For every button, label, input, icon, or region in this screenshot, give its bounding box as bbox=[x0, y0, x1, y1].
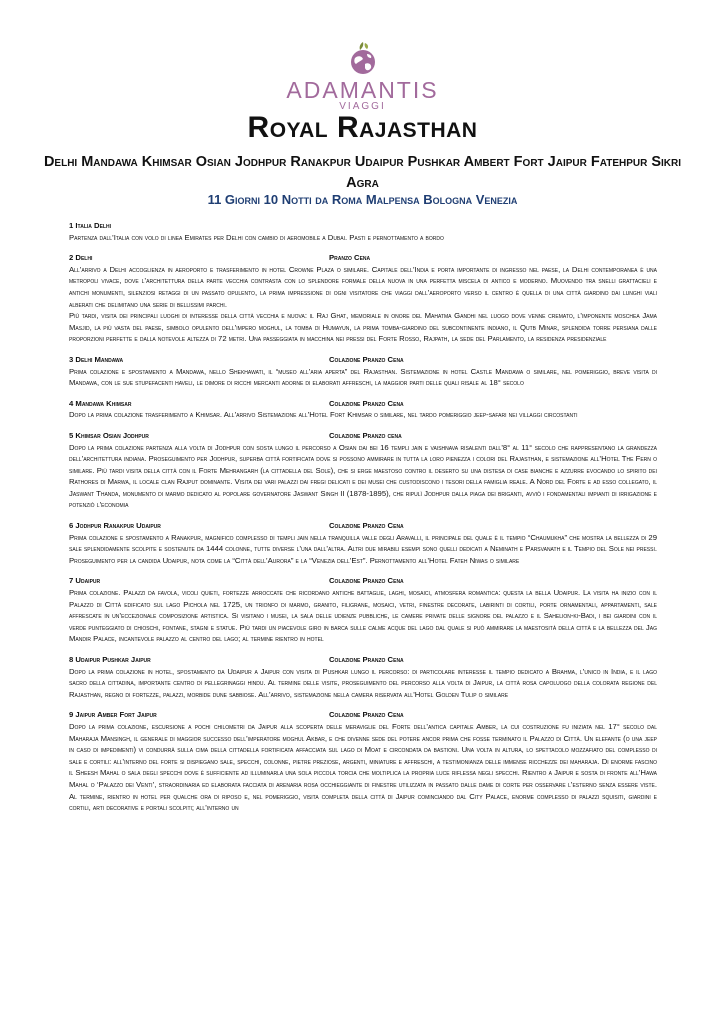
itinerary-day bbox=[69, 654, 657, 700]
day-paragraph: Dopo la prima colazione in hotel, spostamento da Udaipur a Jaipur con visita di Pushkar lungo il percorso: di particolare interesse il tempio dedicato a Brahma, l’unico in India, e il lago sacro della cittadina, importante centro di pellegrinaggi hindu. Al termine delle visite, proseguimento del percorso alla volta di Jaipur, la città rosa capoluogo della colorata regione del Rajasthan, regno di fortezze, palazzi, morbide dune sabbiose. All’arrivo, sistemazione nella camera riservata all’Hotel Golden Tulip o similare bbox=[69, 666, 657, 699]
tour-title: Royal Rajasthan bbox=[247, 111, 478, 144]
day-paragraph: All’arrivo a Delhi accoglienza in aeroporto e trasferimento in hotel Crowne Plaza o similare. Capitale dell’India e porta importante di ingresso nel paese, la Delhi contemporanea è una metropoli vivace, dove l’architettura della parte vecchia contrasta con lo splendore formale della nuova in una perfetta miscela di antico e moderno. Muovendo tra snelli grattacieli e antichi monumenti, silenziosi retaggi di un passato opulento, la prima impressione di ogni visitatore che viaggi dall’aeroporto verso il centro è quella di una città giardino dai lunghi viali alberati che delimitano una serie di bellissimi parchi. bbox=[69, 264, 657, 309]
day-description bbox=[69, 264, 657, 345]
day-paragraph: Dopo la prima colazione, escursione a pochi chilometri da Jaipur alla scoperta delle meraviglie del Forte dell’antica capitale Amber, la cui costruzione fu iniziata nel 17° secolo dal Maharaja Mansingh, il generale di maggior successo dell’imperatore moghul Akbar, e che divenne sede del potere ancor prima che fosse terminato il Palazzo di Città. Un elefante (o una jeep in caso di impedimenti) vi condurrà sulla cima della cittadella fortificata affacciata sul lago di Moat e circondata da bastioni. Una volta in altura, lo spettacolo mozzafiato del complesso di sale e cortili: all’interno del forte si dispiegano sale, specchi, colonne, pietre preziose, argenti, miniature e affreschi, a testimonianza delle immense ricchezze dei maharaja. Di enorme fascino il Sheesh Mahal o sala degli specchi dove è sufficiente ad illuminarla una sola piccola torcia che moltiplica la propria luce riflessa negli specchi. Rientro a Jaipur e sosta di fronte all’Hawa Mahal o ‘Palazzo dei Venti’, straordinaria ed elaborata facciata di arenaria rosa occhieggiante di finestre utilizzata in passato dalle dame di corte per osservare l’esterno senza essere viste. Al termine, rientro in hotel per qualche ora di riposo e, nel pomeriggio, visita completa della città di Jaipur cominciando dal City Palace, enorme complesso di palazzi squisiti, giardini e cortili, arti decorative e portali scolpiti; all’interno un bbox=[69, 721, 657, 813]
day-meals: Pranzo Cena bbox=[329, 253, 371, 263]
day-description bbox=[69, 666, 657, 701]
day-header bbox=[69, 520, 657, 532]
itinerary-day bbox=[69, 709, 657, 813]
itinerary-day bbox=[69, 430, 657, 511]
itinerary-day bbox=[69, 575, 657, 645]
day-meals: Colazione Pranzo cena bbox=[329, 430, 402, 440]
day-title: 1 Italia Delhi bbox=[69, 221, 111, 230]
globe-logo-icon bbox=[341, 40, 385, 76]
day-header bbox=[69, 220, 657, 232]
day-title: 4 Mandawa Khimsar bbox=[69, 398, 132, 408]
day-paragraph: Prima colazione. Palazzi da favola, vicoli quieti, fortezze arroccate che ricordano antiche battaglie, laghi, mosaici, atmosfera romantica: questa la bella Udaipur. La visita ha inizio con il Palazzo di Città edificato sul lago Pichola nel 1725, un trionfo di marmo, granito, filigrane, mosaici, vetri, finestre decorate, labirinti di cortili, porte ornamentali, appartamenti, sale affrescate in un’eccezionale composizione artistica. Si visitano i musei, la sala delle udienze pubbliche, le camere private delle signore del palazzo e il Sahelion-ki-Badi, i bei giardini con il verde punteggiato di chioschi, fontane, stagni e statue. Più tardi un piacevole giro in barca sulle calme acque del lago dal quale si può ammirare la maestosità della città e la bellezza del Jag Mandir Palace, incantevole palazzo al centro del lago; al termine rientro in hotel bbox=[69, 588, 657, 644]
day-paragraph: Partenza dall’Italia con volo di linea Emirates per Delhi con cambio di aeromobile a Dubai. Pasti e pernottamento a bordo bbox=[69, 232, 444, 242]
day-description bbox=[69, 587, 657, 645]
logo bbox=[0, 40, 725, 112]
day-header bbox=[69, 252, 657, 264]
day-title: 6 Jodhpur Ranakpur Udaipur bbox=[69, 521, 161, 531]
day-title: 3 Delhi Mandawa bbox=[69, 354, 124, 364]
day-paragraph: Dopo la prima colazione trasferimento a Khimsar. All’arrivo Sistemazione all’Hotel Fort Khimsar o similare, nel tardo pomeriggio jeep-safari nei villaggi circostanti bbox=[69, 410, 578, 420]
itinerary-day bbox=[69, 398, 657, 421]
day-meals: Colazione Pranzo Cena bbox=[329, 655, 404, 664]
day-title: 2 Delhi bbox=[69, 253, 93, 263]
itinerary bbox=[69, 220, 657, 814]
day-description bbox=[69, 366, 657, 389]
tour-cities: Delhi Mandawa Khimsar Osian Jodhpur Ranakpur Udaipur Pushkar Ambert Fort Jaipur Fatehpur Sikri Agra bbox=[43, 154, 682, 191]
itinerary-day bbox=[69, 520, 657, 566]
day-title: 5 Khimsar Osian Jodhpur bbox=[69, 430, 149, 440]
day-paragraph: Dopo la prima colazione partenza alla volta di Jodhpur con sosta lungo il percorso a Osian dai bei 16 templi jain e vaishnava risalenti dall’8° al 11° secolo che rappresentano la grandezza dell’architettura indiana. Proseguimento per Jodhpur, superba città fortificata dove si possono ammirare in tutta la loro pienezza i colori del Rajasthan, e sistemazione all’Hotel The Fern o similare. Più tardi visita della città con il Forte Mehrangarh (la cittadella del Sole), che si erge maestoso contro il deserto su una distesa di case bianche e azzurre evocando lo spirito dei Rathores di Marwa, il locale clan Rajput dominante. Visita dei vari palazzi dai fregi delicati e dei musei che custodiscono i tesori della famiglia reale. A Nord del Forte e ad esso collegato, il Jaswant Thanda, monumento di marmo dedicato al popolare governatore Jaswant Singh II (1878-1895), che ripulì Jodhpur dalla piaga dei briganti, avviò i fondamentali impianti di irrigazione e potenziò l’economia bbox=[69, 442, 657, 510]
day-meals: Colazione Pranzo Cena bbox=[329, 354, 404, 364]
day-paragraph: Più tardi, visita dei principali luoghi di interesse della città vecchia e nuova: il Raj Ghat, memoriale in onore del Mahatma Gandhi nel luogo dove venne cremato, l’imponente moschea Jama Masjid, la più vasta del paese, simbolo opulento dell’impero moghul, la tomba di Humayun, la prima tomba-giardino del subcontinente indiano, il Qutb Minar, splendida torre persiana dalle proporzioni perfette e dalla notevole altezza di 72 metri. Una passeggiata in macchina nei pressi del Forte Rosso, Rajpath, la sede del Parlamento, la residenza presidenziale bbox=[69, 311, 657, 344]
day-header bbox=[69, 709, 657, 721]
itinerary-day bbox=[69, 252, 657, 345]
day-meals: Colazione Pranzo Cena bbox=[329, 521, 404, 531]
day-meals: Colazione Pranzo Cena bbox=[329, 576, 404, 586]
tour-subtitle: 11 Giorni 10 Notti da Roma Malpensa Bologna Venezia bbox=[207, 192, 518, 207]
day-description bbox=[69, 232, 657, 244]
day-header bbox=[69, 430, 657, 442]
day-description bbox=[69, 721, 657, 814]
itinerary-day bbox=[69, 220, 657, 243]
day-title: 8 Udaipur Pushkar Jaipur bbox=[69, 655, 151, 664]
day-paragraph: Prima colazione e spostamento a Mandawa, nello Shekhawati, il “museo all’aria aperta” del Rajasthan. Sistemazione in hotel Castle Mandawa o similare, nel pomeriggio, breve visita di Mandawa, con le sue stupefacenti haveli, le dimore di ricchi mercanti adorne di elaborati affreschi, la maggior parti delle quali risale al 18° secolo bbox=[69, 366, 657, 388]
day-title: 7 Udaipur bbox=[69, 576, 101, 586]
day-header bbox=[69, 654, 657, 666]
day-description bbox=[69, 532, 657, 567]
day-description bbox=[69, 442, 657, 512]
day-title: 9 Jaipur Amber Fort Jaipur bbox=[69, 710, 157, 720]
day-header bbox=[69, 398, 657, 410]
day-paragraph: Prima colazione e spostamento a Ranakpur, magnifico complesso di templi jain nella tranquilla valle degli Aravalli, il principale del quale è il tempio “Chaumukha” che mostra la bellezza di 29 sale splendidamente scolpite e sostenute da 1444 colonne, tutte diverse l’una dall’altra. Altri due mirabili esempi sono quelli dedicati a Neminath e Parsvanath e il Tempio del Sole nei pressi. Proseguimento per la candida Udaipur, nota come la “Città dell’Aurora” e la “Venezia dell’Est”. Pernottamento all’Hotel Fateh Niwas o similare bbox=[69, 532, 657, 565]
brand-subtitle: VIAGGI bbox=[339, 101, 386, 112]
day-meals: Colazione Pranzo Cena bbox=[329, 398, 404, 408]
day-meals: Colazione Pranzo Cena bbox=[329, 710, 404, 720]
itinerary-day bbox=[69, 354, 657, 389]
day-header bbox=[69, 354, 657, 366]
day-description bbox=[69, 409, 657, 421]
day-header bbox=[69, 575, 657, 587]
brand-name: ADAMANTIS bbox=[286, 77, 439, 103]
